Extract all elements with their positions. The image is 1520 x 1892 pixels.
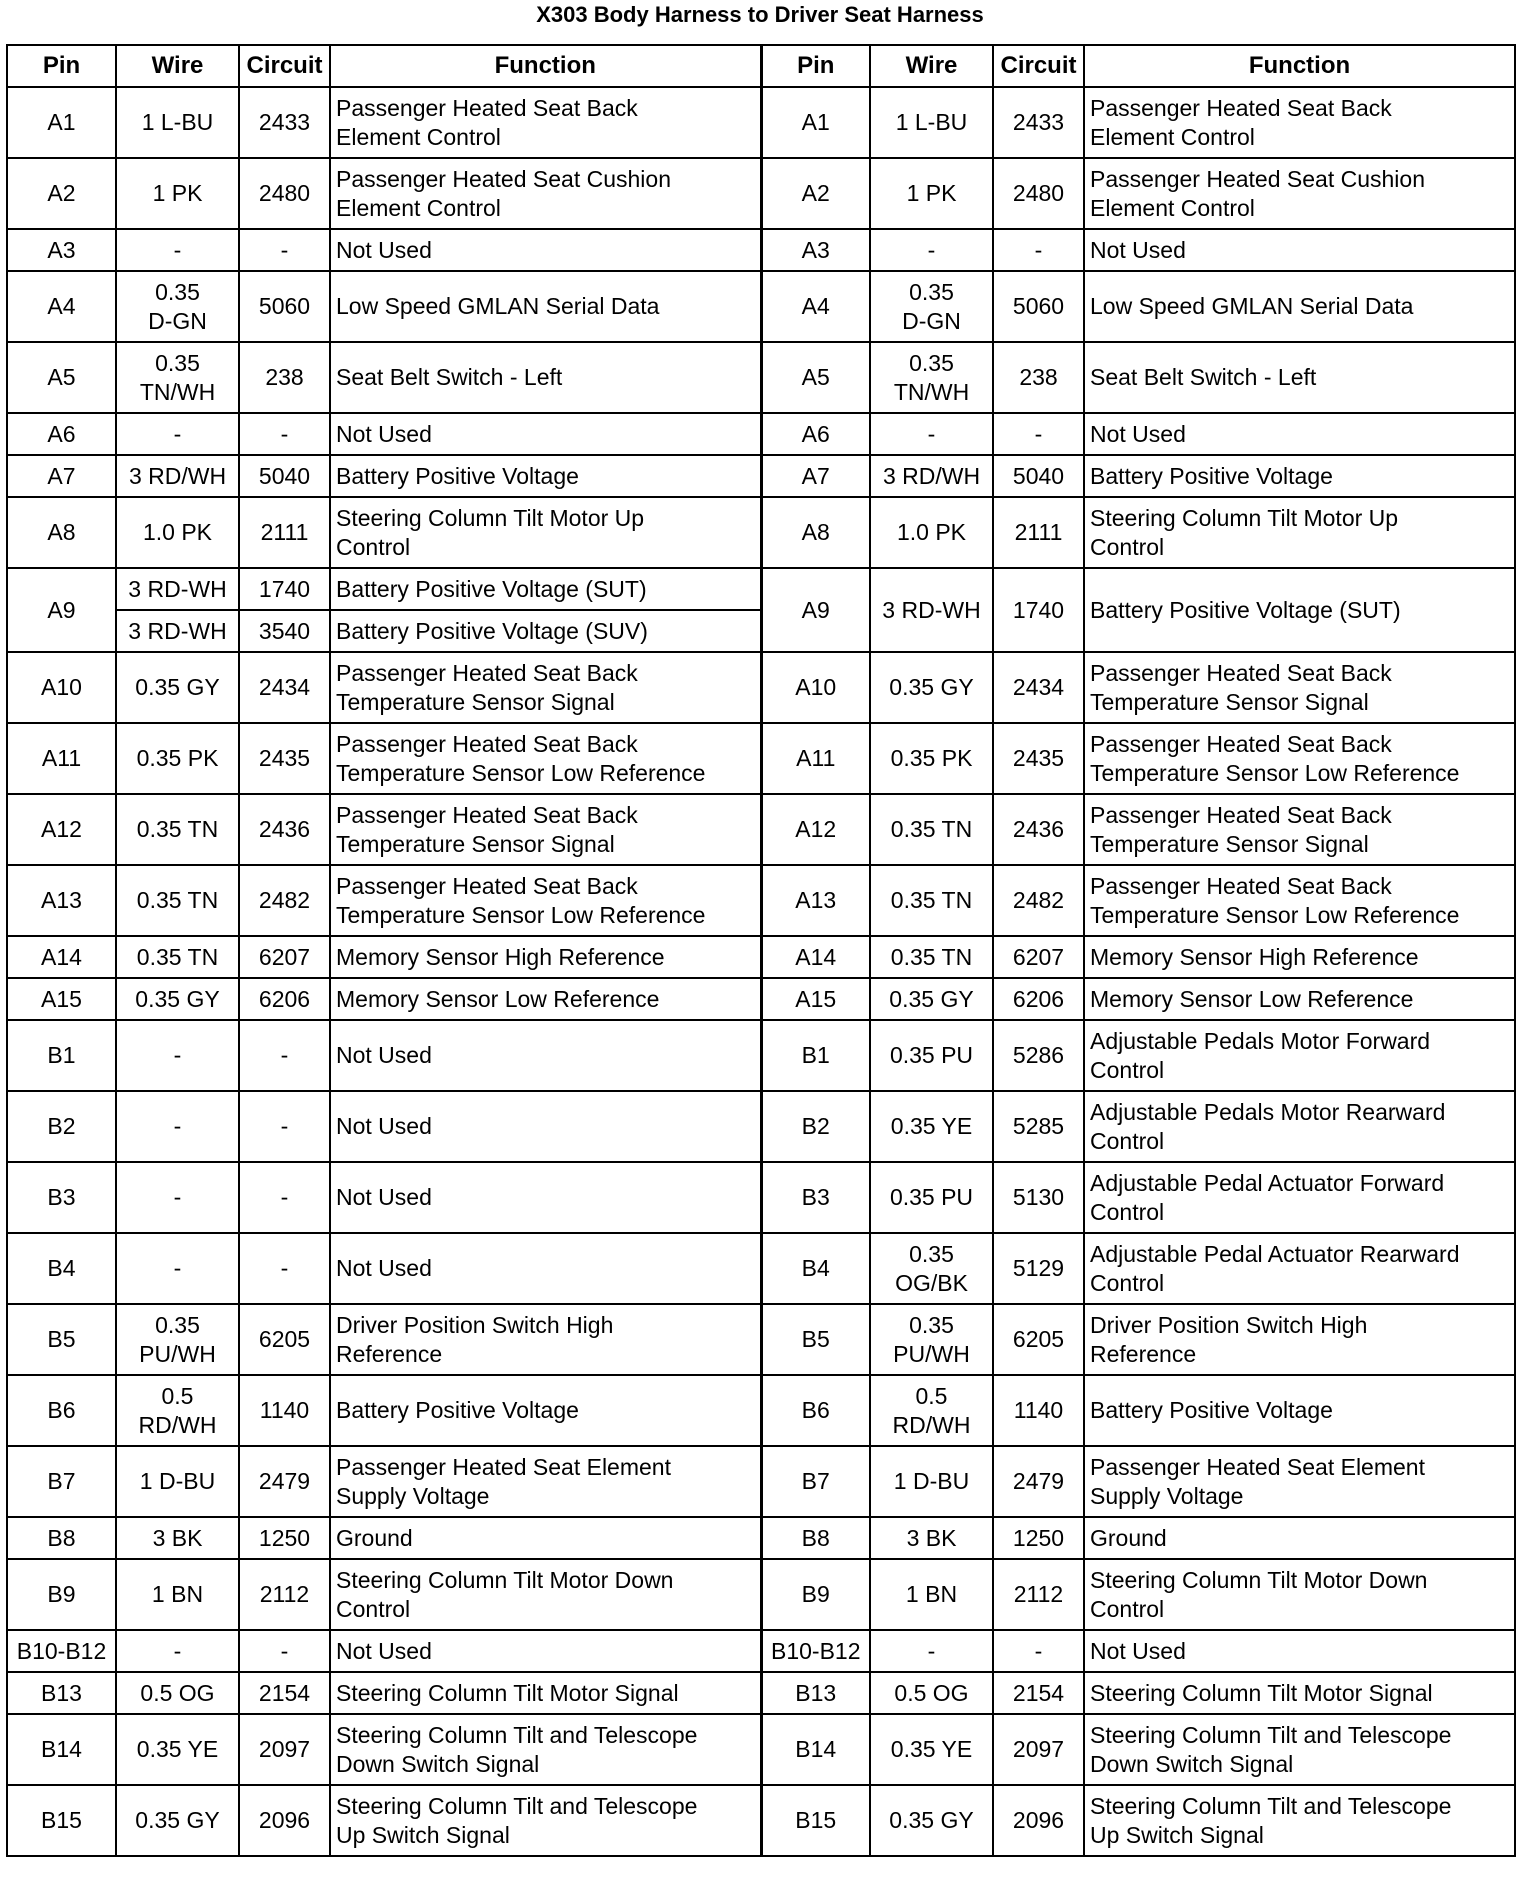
circuit-cell: 2154 bbox=[993, 1672, 1084, 1714]
wire-cell: 0.35 TN bbox=[870, 865, 993, 936]
pin-cell: A14 bbox=[761, 936, 870, 978]
table-row bbox=[7, 342, 1515, 413]
pin-cell: B3 bbox=[761, 1162, 870, 1233]
header-wire: Wire bbox=[116, 45, 239, 87]
function-cell: Battery Positive Voltage bbox=[330, 1375, 761, 1446]
function-cell: Steering Column Tilt and Telescope Down Switch Signal bbox=[330, 1714, 761, 1785]
table-row bbox=[7, 794, 1515, 865]
pin-cell: A8 bbox=[761, 497, 870, 568]
pin-cell: A6 bbox=[761, 413, 870, 455]
circuit-cell: 1740 bbox=[239, 568, 330, 610]
table-row bbox=[7, 723, 1515, 794]
pin-cell: B9 bbox=[7, 1559, 116, 1630]
table-row bbox=[7, 978, 1515, 1020]
circuit-cell: 2111 bbox=[993, 497, 1084, 568]
function-cell: Passenger Heated Seat Back Temperature Sensor Low Reference bbox=[330, 865, 761, 936]
wire-cell: 0.35 PU/WH bbox=[870, 1304, 993, 1375]
function-cell: Not Used bbox=[330, 1233, 761, 1304]
table-row bbox=[7, 87, 1515, 158]
pin-cell: A8 bbox=[7, 497, 116, 568]
wire-cell: 0.35 GY bbox=[870, 652, 993, 723]
function-cell: Steering Column Tilt and Telescope Up Switch Signal bbox=[1084, 1785, 1515, 1856]
wire-cell: 1 PK bbox=[116, 158, 239, 229]
pin-cell: A2 bbox=[7, 158, 116, 229]
circuit-cell: 5060 bbox=[239, 271, 330, 342]
function-cell: Not Used bbox=[330, 1630, 761, 1672]
header-row bbox=[7, 45, 1515, 87]
function-cell: Passenger Heated Seat Element Supply Voltage bbox=[330, 1446, 761, 1517]
circuit-cell: 5040 bbox=[993, 455, 1084, 497]
pin-cell: A7 bbox=[7, 455, 116, 497]
function-cell: Steering Column Tilt Motor Down Control bbox=[330, 1559, 761, 1630]
circuit-cell: 2097 bbox=[239, 1714, 330, 1785]
pin-cell: A12 bbox=[761, 794, 870, 865]
wire-cell: 1.0 PK bbox=[116, 497, 239, 568]
wire-cell: - bbox=[116, 229, 239, 271]
function-cell: Passenger Heated Seat Back Element Control bbox=[1084, 87, 1515, 158]
wire-cell: 0.35 GY bbox=[116, 652, 239, 723]
pin-cell: B1 bbox=[7, 1020, 116, 1091]
pin-cell: B6 bbox=[761, 1375, 870, 1446]
circuit-cell: 3540 bbox=[239, 610, 330, 652]
circuit-cell: - bbox=[239, 1091, 330, 1162]
wire-cell: 0.35 TN bbox=[870, 936, 993, 978]
wire-cell: 1.0 PK bbox=[870, 497, 993, 568]
circuit-cell: - bbox=[239, 229, 330, 271]
function-cell: Not Used bbox=[330, 1020, 761, 1091]
function-cell: Battery Positive Voltage (SUV) bbox=[330, 610, 761, 652]
circuit-cell: 2111 bbox=[239, 497, 330, 568]
wire-cell: 0.35 GY bbox=[116, 978, 239, 1020]
function-cell: Passenger Heated Seat Back Temperature Sensor Low Reference bbox=[1084, 723, 1515, 794]
function-cell: Not Used bbox=[1084, 229, 1515, 271]
function-cell: Driver Position Switch High Reference bbox=[1084, 1304, 1515, 1375]
circuit-cell: 2097 bbox=[993, 1714, 1084, 1785]
pin-cell: A7 bbox=[761, 455, 870, 497]
circuit-cell: 2433 bbox=[239, 87, 330, 158]
table-row bbox=[7, 1304, 1515, 1375]
pin-cell: A5 bbox=[7, 342, 116, 413]
table-row bbox=[7, 936, 1515, 978]
circuit-cell: - bbox=[239, 413, 330, 455]
pin-cell: A1 bbox=[7, 87, 116, 158]
pin-cell: A13 bbox=[7, 865, 116, 936]
pin-cell: A9 bbox=[761, 568, 870, 652]
wire-cell: 0.35 GY bbox=[870, 1785, 993, 1856]
page-title: X303 Body Harness to Driver Seat Harness bbox=[536, 2, 984, 27]
pin-cell: A10 bbox=[7, 652, 116, 723]
circuit-cell: 2434 bbox=[239, 652, 330, 723]
pin-cell: B5 bbox=[761, 1304, 870, 1375]
wire-cell: 0.35 PK bbox=[116, 723, 239, 794]
wire-cell: 1 BN bbox=[870, 1559, 993, 1630]
wire-cell: 0.35 TN bbox=[116, 936, 239, 978]
wire-cell: 3 RD-WH bbox=[116, 610, 239, 652]
function-cell: Adjustable Pedal Actuator Forward Control bbox=[1084, 1162, 1515, 1233]
table-row bbox=[7, 1091, 1515, 1162]
table-row bbox=[7, 1785, 1515, 1856]
pin-cell: B7 bbox=[761, 1446, 870, 1517]
pin-cell: B2 bbox=[7, 1091, 116, 1162]
table-row bbox=[7, 229, 1515, 271]
pin-cell: A6 bbox=[7, 413, 116, 455]
table-row bbox=[7, 1162, 1515, 1233]
pin-cell: B8 bbox=[761, 1517, 870, 1559]
function-cell: Passenger Heated Seat Back Temperature Sensor Low Reference bbox=[330, 723, 761, 794]
header-function: Function bbox=[330, 45, 761, 87]
table-row bbox=[7, 1559, 1515, 1630]
circuit-cell: 2112 bbox=[993, 1559, 1084, 1630]
function-cell: Passenger Heated Seat Back Element Control bbox=[330, 87, 761, 158]
header-pin: Pin bbox=[7, 45, 116, 87]
circuit-cell: 2154 bbox=[239, 1672, 330, 1714]
function-cell: Low Speed GMLAN Serial Data bbox=[1084, 271, 1515, 342]
wire-cell: 0.35 OG/BK bbox=[870, 1233, 993, 1304]
function-cell: Not Used bbox=[1084, 1630, 1515, 1672]
circuit-cell: - bbox=[239, 1233, 330, 1304]
circuit-cell: 2435 bbox=[239, 723, 330, 794]
function-cell: Not Used bbox=[330, 229, 761, 271]
circuit-cell: - bbox=[993, 413, 1084, 455]
function-cell: Steering Column Tilt Motor Signal bbox=[330, 1672, 761, 1714]
circuit-cell: 1250 bbox=[239, 1517, 330, 1559]
wire-cell: 0.35 GY bbox=[116, 1785, 239, 1856]
function-cell: Memory Sensor Low Reference bbox=[1084, 978, 1515, 1020]
pin-cell: B14 bbox=[7, 1714, 116, 1785]
header-wire: Wire bbox=[870, 45, 993, 87]
wire-cell: 0.35 TN bbox=[870, 794, 993, 865]
wire-cell: 0.35 TN bbox=[116, 865, 239, 936]
wire-cell: 1 L-BU bbox=[870, 87, 993, 158]
circuit-cell: 238 bbox=[993, 342, 1084, 413]
pin-cell: A12 bbox=[7, 794, 116, 865]
function-cell: Passenger Heated Seat Back Temperature Sensor Signal bbox=[330, 794, 761, 865]
function-cell: Steering Column Tilt Motor Up Control bbox=[330, 497, 761, 568]
pin-cell: B5 bbox=[7, 1304, 116, 1375]
wire-cell: 0.5 OG bbox=[116, 1672, 239, 1714]
function-cell: Adjustable Pedals Motor Forward Control bbox=[1084, 1020, 1515, 1091]
pin-cell: B14 bbox=[761, 1714, 870, 1785]
header-function: Function bbox=[1084, 45, 1515, 87]
table-row bbox=[7, 1630, 1515, 1672]
wire-cell: - bbox=[116, 1162, 239, 1233]
wire-cell: - bbox=[870, 1630, 993, 1672]
wire-cell: 1 BN bbox=[116, 1559, 239, 1630]
table-row bbox=[7, 413, 1515, 455]
table-row bbox=[7, 1020, 1515, 1091]
function-cell: Passenger Heated Seat Back Temperature Sensor Signal bbox=[1084, 652, 1515, 723]
pin-cell: A15 bbox=[761, 978, 870, 1020]
pin-cell: B15 bbox=[7, 1785, 116, 1856]
pin-cell: B2 bbox=[761, 1091, 870, 1162]
function-cell: Passenger Heated Seat Element Supply Voltage bbox=[1084, 1446, 1515, 1517]
pin-cell: A4 bbox=[761, 271, 870, 342]
pin-cell: B10-B12 bbox=[761, 1630, 870, 1672]
circuit-cell: - bbox=[239, 1162, 330, 1233]
wire-cell: 0.5 RD/WH bbox=[116, 1375, 239, 1446]
circuit-cell: 2480 bbox=[993, 158, 1084, 229]
circuit-cell: - bbox=[239, 1020, 330, 1091]
function-cell: Steering Column Tilt and Telescope Up Switch Signal bbox=[330, 1785, 761, 1856]
pin-cell: A13 bbox=[761, 865, 870, 936]
function-cell: Memory Sensor High Reference bbox=[1084, 936, 1515, 978]
wire-cell: 0.35 GY bbox=[870, 978, 993, 1020]
table-row bbox=[7, 1233, 1515, 1304]
circuit-cell: 5130 bbox=[993, 1162, 1084, 1233]
table-row bbox=[7, 1375, 1515, 1446]
function-cell: Steering Column Tilt and Telescope Down Switch Signal bbox=[1084, 1714, 1515, 1785]
wire-cell: 3 RD-WH bbox=[870, 568, 993, 652]
wire-cell: 1 D-BU bbox=[116, 1446, 239, 1517]
wire-cell: 0.35 PK bbox=[870, 723, 993, 794]
pin-cell: B13 bbox=[7, 1672, 116, 1714]
pin-cell: B7 bbox=[7, 1446, 116, 1517]
header-circuit: Circuit bbox=[993, 45, 1084, 87]
table-row bbox=[7, 158, 1515, 229]
pin-cell: A2 bbox=[761, 158, 870, 229]
pin-cell: B13 bbox=[761, 1672, 870, 1714]
table-row bbox=[7, 497, 1515, 568]
circuit-cell: 2433 bbox=[993, 87, 1084, 158]
wire-cell: 3 RD/WH bbox=[870, 455, 993, 497]
pin-cell: A1 bbox=[761, 87, 870, 158]
wire-cell: 0.35 PU bbox=[870, 1020, 993, 1091]
function-cell: Adjustable Pedals Motor Rearward Control bbox=[1084, 1091, 1515, 1162]
header-pin: Pin bbox=[761, 45, 870, 87]
pin-cell: A15 bbox=[7, 978, 116, 1020]
wire-cell: 1 L-BU bbox=[116, 87, 239, 158]
function-cell: Seat Belt Switch - Left bbox=[1084, 342, 1515, 413]
circuit-cell: 6207 bbox=[239, 936, 330, 978]
function-cell: Memory Sensor High Reference bbox=[330, 936, 761, 978]
circuit-cell: - bbox=[993, 229, 1084, 271]
circuit-cell: - bbox=[239, 1630, 330, 1672]
circuit-cell: 6205 bbox=[239, 1304, 330, 1375]
pin-cell: A3 bbox=[7, 229, 116, 271]
pin-cell: A9 bbox=[7, 568, 116, 652]
wire-cell: 1 D-BU bbox=[870, 1446, 993, 1517]
circuit-cell: 2480 bbox=[239, 158, 330, 229]
table-row bbox=[7, 865, 1515, 936]
function-cell: Passenger Heated Seat Back Temperature Sensor Signal bbox=[1084, 794, 1515, 865]
pin-cell: B15 bbox=[761, 1785, 870, 1856]
function-cell: Passenger Heated Seat Cushion Element Control bbox=[1084, 158, 1515, 229]
circuit-cell: 5060 bbox=[993, 271, 1084, 342]
pin-cell: A3 bbox=[761, 229, 870, 271]
circuit-cell: 2096 bbox=[993, 1785, 1084, 1856]
pin-cell: A14 bbox=[7, 936, 116, 978]
circuit-cell: 2479 bbox=[239, 1446, 330, 1517]
function-cell: Battery Positive Voltage bbox=[330, 455, 761, 497]
table-row bbox=[7, 652, 1515, 723]
wire-cell: 0.35 TN/WH bbox=[870, 342, 993, 413]
circuit-cell: - bbox=[993, 1630, 1084, 1672]
wire-cell: - bbox=[116, 1233, 239, 1304]
wire-cell: 0.5 OG bbox=[870, 1672, 993, 1714]
function-cell: Battery Positive Voltage bbox=[1084, 1375, 1515, 1446]
wire-cell: 0.35 YE bbox=[870, 1091, 993, 1162]
header-circuit: Circuit bbox=[239, 45, 330, 87]
function-cell: Ground bbox=[1084, 1517, 1515, 1559]
circuit-cell: 2482 bbox=[239, 865, 330, 936]
circuit-cell: 5286 bbox=[993, 1020, 1084, 1091]
wire-cell: 0.35 PU bbox=[870, 1162, 993, 1233]
circuit-cell: 1140 bbox=[239, 1375, 330, 1446]
wire-cell: 3 BK bbox=[116, 1517, 239, 1559]
wire-cell: 0.5 RD/WH bbox=[870, 1375, 993, 1446]
circuit-cell: 2434 bbox=[993, 652, 1084, 723]
circuit-cell: 2435 bbox=[993, 723, 1084, 794]
function-cell: Steering Column Tilt Motor Down Control bbox=[1084, 1559, 1515, 1630]
pin-cell: B3 bbox=[7, 1162, 116, 1233]
wire-cell: 0.35 D-GN bbox=[116, 271, 239, 342]
wire-cell: 0.35 D-GN bbox=[870, 271, 993, 342]
circuit-cell: 1140 bbox=[993, 1375, 1084, 1446]
circuit-cell: 2096 bbox=[239, 1785, 330, 1856]
circuit-cell: 2112 bbox=[239, 1559, 330, 1630]
wire-cell: 0.35 TN/WH bbox=[116, 342, 239, 413]
function-cell: Low Speed GMLAN Serial Data bbox=[330, 271, 761, 342]
pin-cell: B9 bbox=[761, 1559, 870, 1630]
pin-cell: A11 bbox=[761, 723, 870, 794]
wire-cell: - bbox=[116, 413, 239, 455]
circuit-cell: 2436 bbox=[993, 794, 1084, 865]
function-cell: Seat Belt Switch - Left bbox=[330, 342, 761, 413]
function-cell: Not Used bbox=[330, 1091, 761, 1162]
circuit-cell: 5040 bbox=[239, 455, 330, 497]
function-cell: Adjustable Pedal Actuator Rearward Control bbox=[1084, 1233, 1515, 1304]
table-row bbox=[7, 568, 1515, 610]
table-row bbox=[7, 1714, 1515, 1785]
pin-cell: B1 bbox=[761, 1020, 870, 1091]
function-cell: Memory Sensor Low Reference bbox=[330, 978, 761, 1020]
table-row bbox=[7, 271, 1515, 342]
function-cell: Passenger Heated Seat Back Temperature Sensor Low Reference bbox=[1084, 865, 1515, 936]
circuit-cell: 1740 bbox=[993, 568, 1084, 652]
function-cell: Ground bbox=[330, 1517, 761, 1559]
wire-cell: - bbox=[870, 413, 993, 455]
pin-cell: B8 bbox=[7, 1517, 116, 1559]
function-cell: Steering Column Tilt Motor Signal bbox=[1084, 1672, 1515, 1714]
wire-cell: 3 RD-WH bbox=[116, 568, 239, 610]
circuit-cell: 2479 bbox=[993, 1446, 1084, 1517]
wire-cell: - bbox=[116, 1091, 239, 1162]
wire-cell: - bbox=[116, 1020, 239, 1091]
circuit-cell: 6205 bbox=[993, 1304, 1084, 1375]
table-row bbox=[7, 1446, 1515, 1517]
pin-cell: A4 bbox=[7, 271, 116, 342]
pin-cell: A5 bbox=[761, 342, 870, 413]
circuit-cell: 238 bbox=[239, 342, 330, 413]
circuit-cell: 6206 bbox=[993, 978, 1084, 1020]
function-cell: Passenger Heated Seat Cushion Element Control bbox=[330, 158, 761, 229]
circuit-cell: 1250 bbox=[993, 1517, 1084, 1559]
function-cell: Not Used bbox=[1084, 413, 1515, 455]
circuit-cell: 5285 bbox=[993, 1091, 1084, 1162]
pin-cell: B10-B12 bbox=[7, 1630, 116, 1672]
pin-cell: B4 bbox=[7, 1233, 116, 1304]
wire-cell: 0.35 PU/WH bbox=[116, 1304, 239, 1375]
connector-table bbox=[6, 44, 1516, 1857]
wire-cell: 0.35 YE bbox=[870, 1714, 993, 1785]
function-cell: Not Used bbox=[330, 1162, 761, 1233]
function-cell: Steering Column Tilt Motor Up Control bbox=[1084, 497, 1515, 568]
function-cell: Battery Positive Voltage (SUT) bbox=[1084, 568, 1515, 652]
wire-cell: 0.35 TN bbox=[116, 794, 239, 865]
circuit-cell: 2436 bbox=[239, 794, 330, 865]
table-row bbox=[7, 1517, 1515, 1559]
function-cell: Not Used bbox=[330, 413, 761, 455]
function-cell: Driver Position Switch High Reference bbox=[330, 1304, 761, 1375]
function-cell: Passenger Heated Seat Back Temperature Sensor Signal bbox=[330, 652, 761, 723]
wire-cell: - bbox=[870, 229, 993, 271]
function-cell: Battery Positive Voltage (SUT) bbox=[330, 568, 761, 610]
circuit-cell: 6206 bbox=[239, 978, 330, 1020]
pin-cell: B4 bbox=[761, 1233, 870, 1304]
table-row bbox=[7, 455, 1515, 497]
function-cell: Battery Positive Voltage bbox=[1084, 455, 1515, 497]
wire-cell: 0.35 YE bbox=[116, 1714, 239, 1785]
circuit-cell: 5129 bbox=[993, 1233, 1084, 1304]
pin-cell: B6 bbox=[7, 1375, 116, 1446]
circuit-cell: 2482 bbox=[993, 865, 1084, 936]
wire-cell: 3 BK bbox=[870, 1517, 993, 1559]
circuit-cell: 6207 bbox=[993, 936, 1084, 978]
pin-cell: A11 bbox=[7, 723, 116, 794]
wire-cell: - bbox=[116, 1630, 239, 1672]
wire-cell: 1 PK bbox=[870, 158, 993, 229]
wire-cell: 3 RD/WH bbox=[116, 455, 239, 497]
table-row bbox=[7, 1672, 1515, 1714]
pin-cell: A10 bbox=[761, 652, 870, 723]
